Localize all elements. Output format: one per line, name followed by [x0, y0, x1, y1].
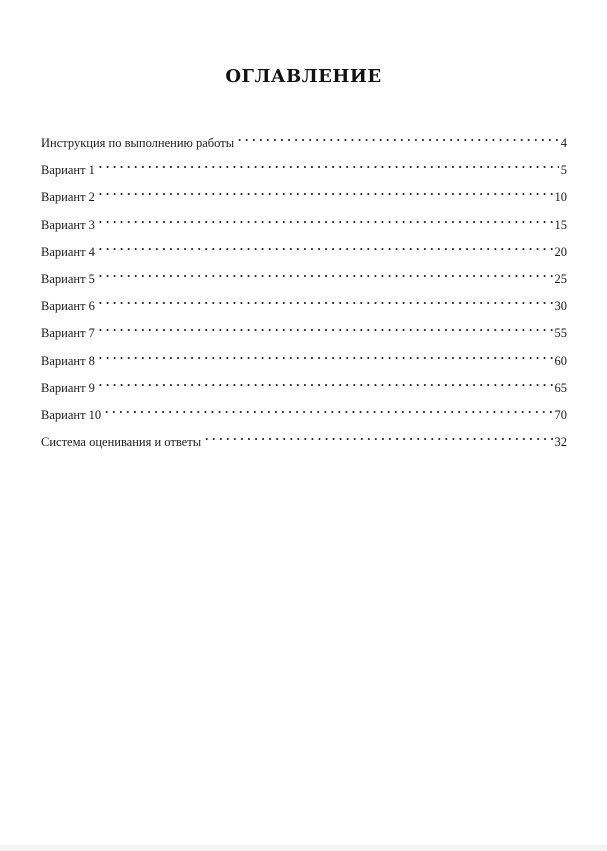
- toc-entry-variant-5: [41, 263, 567, 290]
- toc-dot-leader: [99, 236, 553, 256]
- toc-entry-variant-7: [41, 317, 567, 344]
- toc-entry-page: 25: [553, 269, 568, 289]
- toc-dot-leader: [99, 263, 553, 283]
- toc-entry-variant-9: [41, 372, 567, 399]
- toc-entry-grading-answers: [41, 426, 567, 453]
- toc-entry-label: Вариант 5: [41, 271, 95, 286]
- toc-entry-label: Вариант 1: [41, 163, 95, 178]
- toc-entry-page: 30: [553, 296, 568, 316]
- toc-entry-page: 15: [553, 215, 568, 235]
- toc-entry-page: 20: [553, 242, 568, 262]
- toc-entry-variant-6: [41, 290, 567, 317]
- toc-entry-page: 32: [553, 432, 568, 452]
- page-bottom-edge: [0, 845, 607, 851]
- toc-entry-variant-10: [41, 399, 567, 426]
- toc-entry-label: Вариант 2: [41, 190, 95, 205]
- toc-dot-leader: [99, 372, 553, 392]
- toc-entry-label: Вариант 10: [41, 407, 102, 422]
- toc-entry-page: 70: [553, 405, 568, 425]
- toc-entry-label: Вариант 7: [41, 326, 95, 341]
- toc-entry-page: 10: [553, 187, 568, 207]
- toc-entry-page: 55: [553, 323, 568, 343]
- toc-entry-label: Инструкция по выполнению работы: [41, 136, 235, 150]
- toc-entry-label: Вариант 3: [41, 217, 95, 232]
- toc-entry-label: Система оценивания и ответы: [41, 435, 202, 450]
- toc-dot-leader: [238, 127, 559, 147]
- toc-entry-label: Вариант 4: [41, 244, 95, 259]
- toc-dot-leader: [99, 345, 553, 365]
- page-title: ОГЛАВЛЕНИЕ: [225, 66, 382, 87]
- toc-entry-page: 65: [553, 378, 568, 398]
- toc-entry-page: 4: [559, 133, 567, 153]
- toc-entry-page: 60: [553, 351, 568, 371]
- toc-dot-leader: [205, 426, 552, 446]
- toc-entry-variant-4: [41, 236, 567, 263]
- toc-entry-label: Вариант 8: [41, 353, 95, 368]
- toc-dot-leader: [99, 181, 553, 201]
- toc-entry-page: 5: [559, 160, 567, 180]
- toc-entry-variant-8: [41, 345, 567, 372]
- toc-dot-leader: [99, 290, 553, 310]
- toc-dot-leader: [99, 154, 559, 174]
- toc-entry-instructions: [41, 127, 567, 154]
- toc-entry-label: Вариант 6: [41, 299, 95, 314]
- toc-entry-variant-1: [41, 154, 567, 181]
- toc-entry-variant-3: [41, 209, 567, 236]
- toc-dot-leader: [99, 317, 553, 337]
- table-of-contents: [41, 127, 567, 453]
- toc-entry-label: Вариант 9: [41, 380, 95, 395]
- toc-dot-leader: [99, 209, 553, 229]
- toc-dot-leader: [105, 399, 552, 419]
- toc-entry-variant-2: [41, 181, 567, 208]
